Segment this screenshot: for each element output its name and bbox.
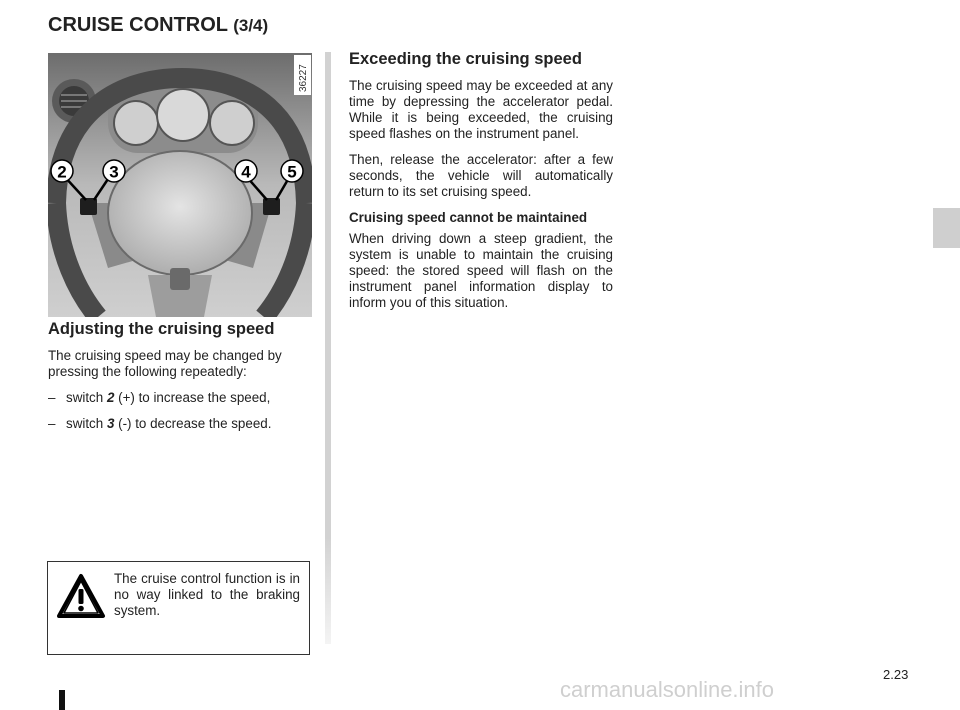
warning-triangle-icon [56,572,106,622]
callout-5 [281,160,303,182]
watermark: carmanualsonline.info [560,677,775,702]
page-title-text: CRUISE CONTROL [48,14,228,36]
callout-4 [235,160,257,182]
bullet-dash: – [48,390,56,405]
page-edge-mark [59,690,65,710]
warning-text: The cruise control function is in no way linked to the braking system. [114,571,300,618]
switch-number-2: 2 [106,390,115,405]
column-divider [325,52,331,644]
bullet-post: (-) to decrease the speed. [114,416,272,431]
bullet-dash: – [48,416,56,431]
bullet-post: (+) to increase the speed, [114,390,271,405]
cannot-maintain-heading: Cruising speed cannot be maintained [349,210,588,225]
page-title-part: (3/4) [233,16,269,35]
adjusting-item-increase [48,390,312,406]
exceeding-paragraph-1: The cruising speed may be exceeded at any time by depressing the accelerator pedal. While it is being exceeded, the cruising speed flashes on the instrument panel. [349,78,613,141]
adjusting-item-decrease [48,416,312,432]
steering-wheel-illustration [48,53,312,317]
exceeding-section [349,50,613,321]
callout-2 [51,160,73,182]
switch-number-3: 3 [106,416,115,431]
section-tab-marker [933,208,960,248]
callout-3 [103,160,125,182]
exceeding-paragraph-2: Then, release the accelerator: after a few seconds, the vehicle will automatically return to its set cruising speed. [349,152,613,199]
callout-3-label: 3 [109,162,119,182]
callout-5-label: 5 [287,162,297,182]
page-number: 2.23 [883,667,909,682]
bullet-pre: switch [66,416,107,431]
page-title [48,14,268,37]
adjusting-intro: The cruising speed may be changed by pressing the following repeatedly: [48,348,282,379]
bullet-text [66,390,270,406]
bullet-pre: switch [66,390,107,405]
exceeding-heading: Exceeding the cruising speed [349,50,582,68]
warning-box [47,561,310,655]
figure-ref-number: 36227 [298,64,309,92]
cannot-maintain-paragraph: When driving down a steep gradient, the system is unable to maintain the cruising speed: the stored speed will flash on the instrument panel information display to inform you of this situation. [349,231,613,310]
adjusting-heading: Adjusting the cruising speed [48,320,275,338]
adjusting-section [48,320,312,442]
bullet-text [66,416,271,432]
steering-wheel-photo [48,53,312,317]
callout-2-label: 2 [57,162,67,182]
callout-4-label: 4 [241,162,251,182]
